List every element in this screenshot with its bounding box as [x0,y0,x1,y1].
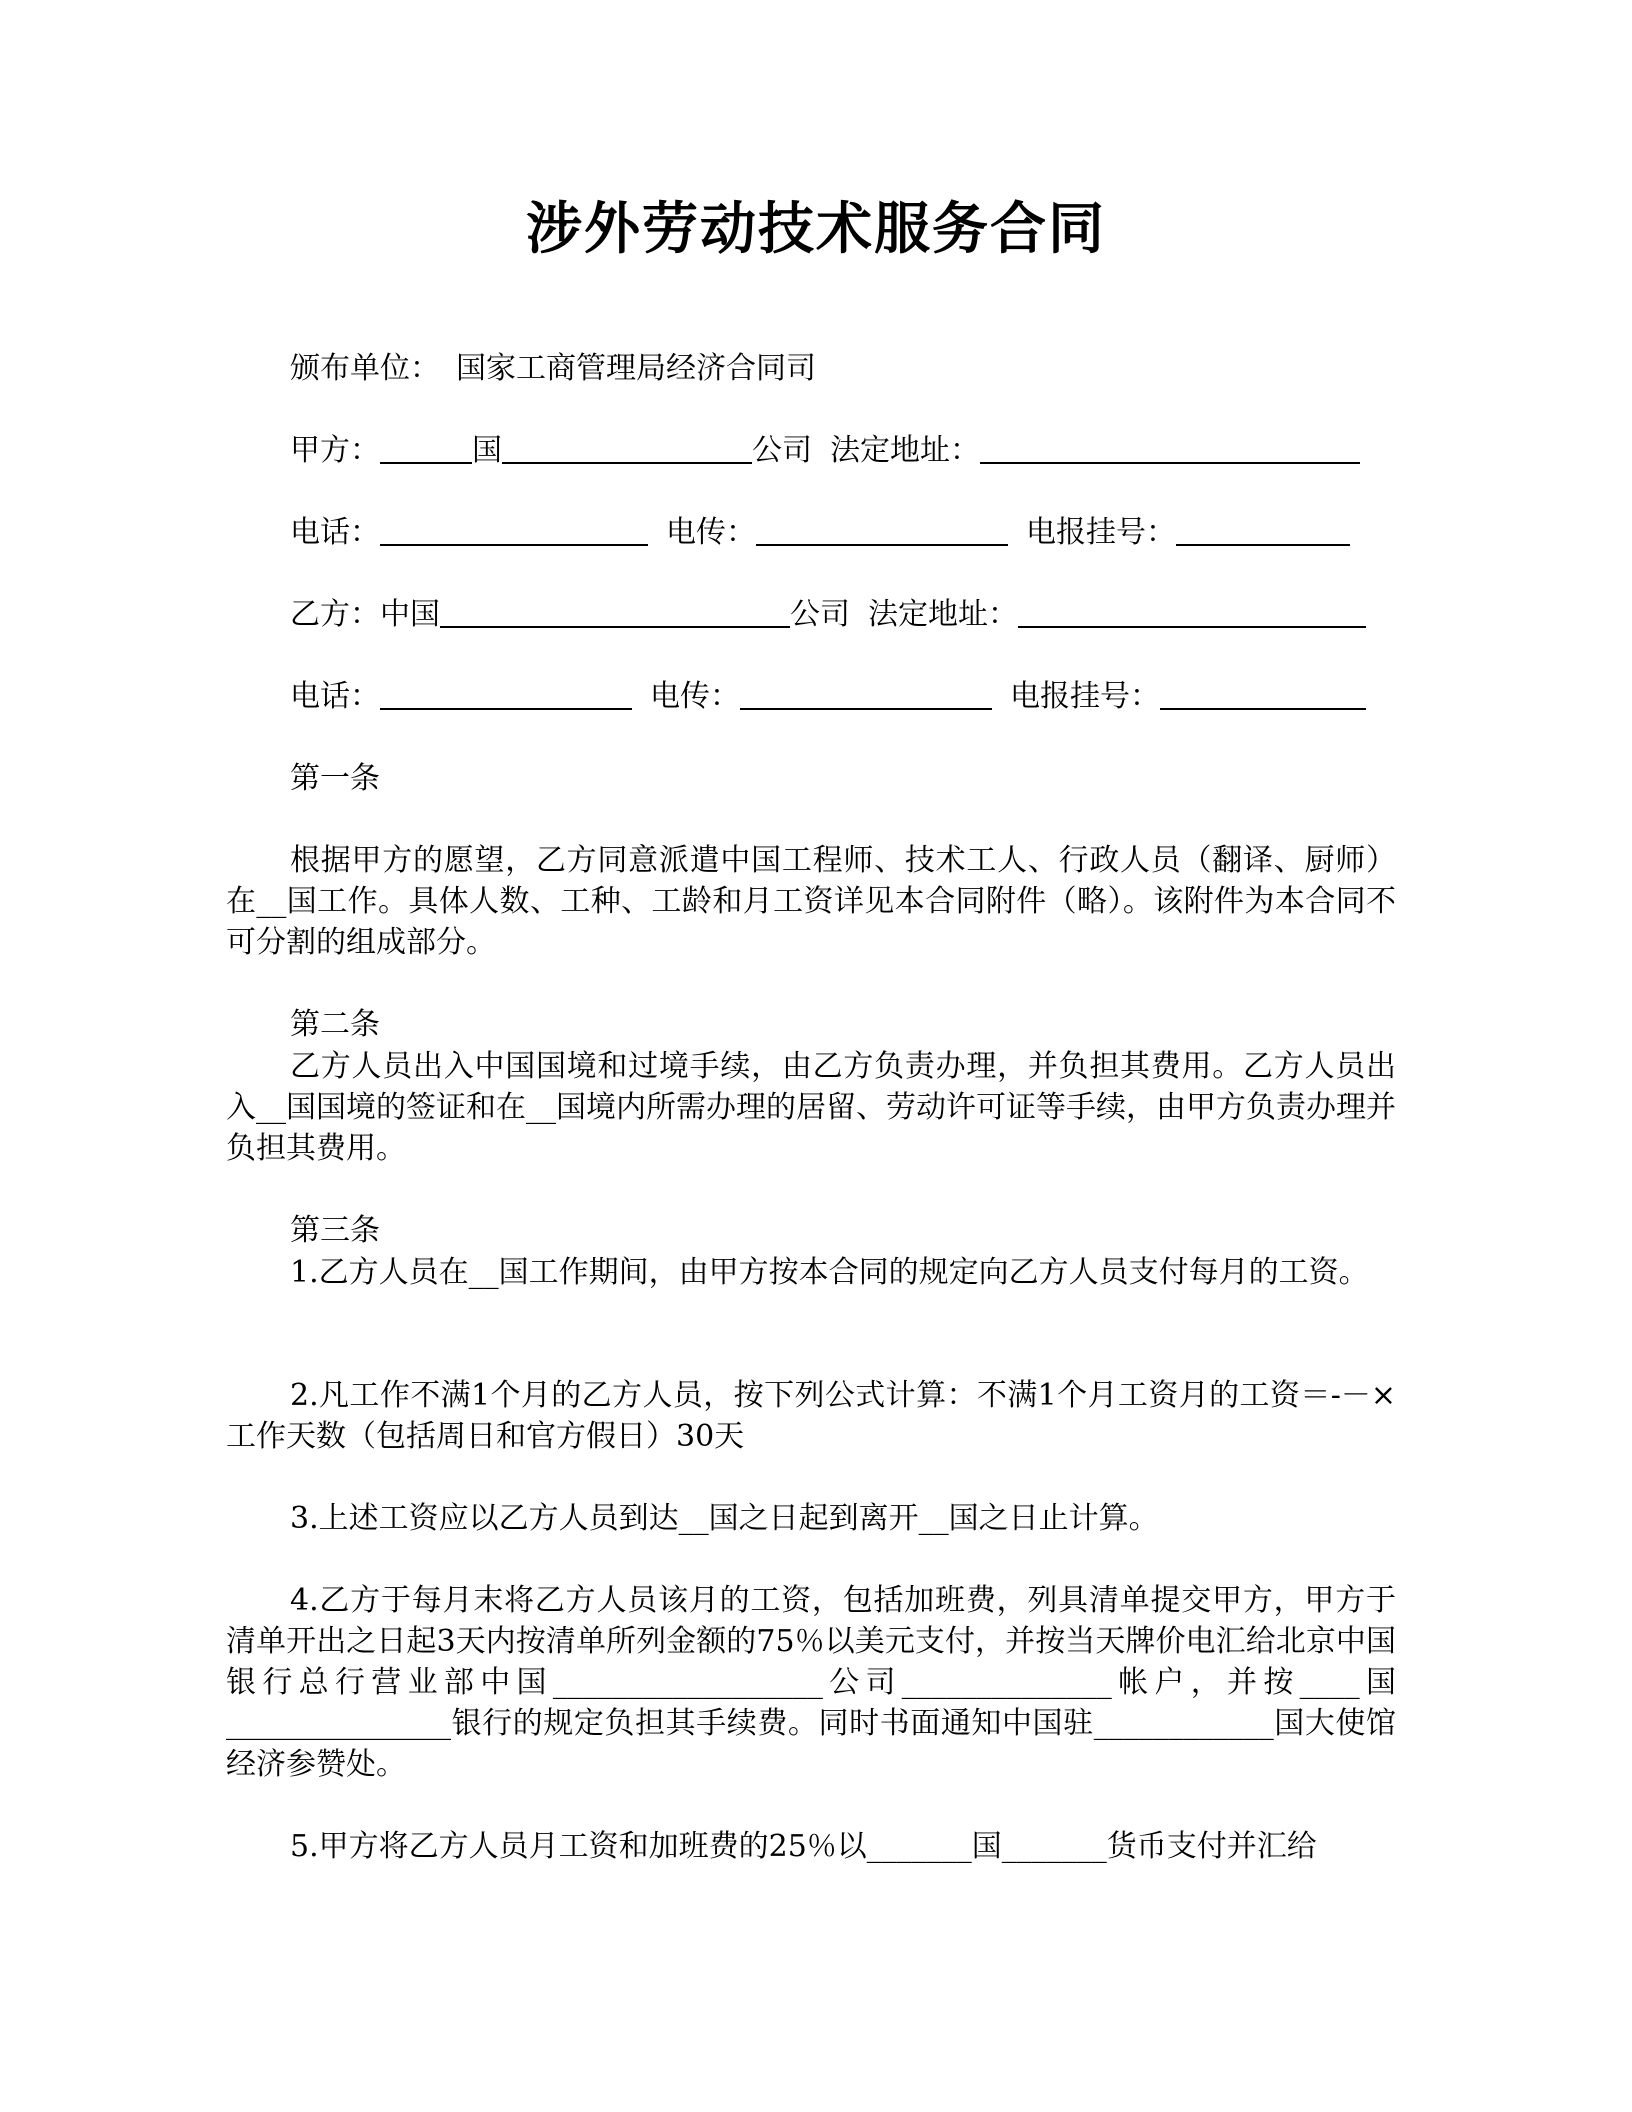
party-a-phone-blank [380,514,648,546]
party-a-address-label: 法定地址： [830,433,980,468]
article3-item5: 5.甲方将乙方人员月工资和加班费的25％以_______国_______货币支付并汇给 [290,1829,1317,1864]
party-b-label: 乙方：中国 [290,597,440,632]
article1-heading: 第一条 [290,761,380,796]
article2-text: 乙方人员出入中国国境和过境手续，由乙方负责办理，并负担其费用。乙方人员出入__国国境的签证和在__国境内所需办理的居留、劳动许可证等手续，由甲方负责办理并负担其费用。 [226,1049,1396,1166]
issuer-label: 颁布单位： [290,351,440,386]
article3-item3: 3.上述工资应以乙方人员到达__国之日起到离开__国之日止计算。 [290,1501,1159,1536]
party-a-company-suffix: 公司 [752,433,812,468]
issuer-line [290,348,1390,390]
article2-heading: 第二条 [290,1007,380,1042]
party-b-address-label: 法定地址： [868,597,1018,632]
party-a-telegram-blank [1176,514,1350,546]
article1-text: 根据甲方的愿望，乙方同意派遣中国工程师、技术工人、行政人员（翻译、厨师）在__国工作。具体人数、工种、工龄和月工资详见本合同附件（略）。该附件为本合同不可分割的组成部分。 [226,843,1396,960]
document-title: 涉外劳动技术服务合同 [526,197,1106,262]
party-b-company-suffix: 公司 [790,597,850,632]
party-b-contact-line [290,676,1390,718]
party-b-company-blank [440,596,790,628]
party-a-country-blank [380,432,472,464]
party-b-address-blank [1018,596,1366,628]
party-a-fax-blank [756,514,1008,546]
party-a-country-suffix: 国 [472,433,502,468]
party-a-address-blank [980,432,1360,464]
article3-item1: 1.乙方人员在__国工作期间，由甲方按本合同的规定向乙方人员支付每月的工资。 [290,1255,1369,1290]
party-b-telegram-blank [1160,678,1366,710]
party-a-company-blank [502,432,752,464]
article3-item2: 2.凡工作不满1个月的乙方人员，按下列公式计算：不满1个月工资月的工资＝-－×工作天数（包括周日和官方假日）30天 [226,1378,1396,1454]
article3-heading: 第三条 [290,1213,380,1248]
issuer-value: 国家工商管理局经济合同司 [456,351,816,386]
article3-item4: 4.乙方于每月末将乙方人员该月的工资，包括加班费，列具清单提交甲方，甲方于清单开出之日起3天内按清单所列金额的75％以美元支付，并按当天牌价电汇给北京中国银行总行营业部中国__________________公司______________帐户，并按____国_______________银行的规定负担其手续费。同时书面通知中国驻____________国大使馆经济参赞处。 [226,1583,1396,1782]
party-b-fax-blank [740,678,992,710]
party-a-label: 甲方： [290,433,380,468]
party-a-telegram-label: 电报挂号： [1026,515,1176,550]
party-b-fax-label: 电传： [650,679,740,714]
party-b-phone-label: 电话： [290,679,380,714]
party-a-line [290,430,1390,472]
party-b-phone-blank [380,678,632,710]
party-b-line [290,594,1390,636]
party-a-fax-label: 电传： [666,515,756,550]
party-a-contact-line [290,512,1390,554]
party-a-phone-label: 电话： [290,515,380,550]
party-b-telegram-label: 电报挂号： [1010,679,1160,714]
